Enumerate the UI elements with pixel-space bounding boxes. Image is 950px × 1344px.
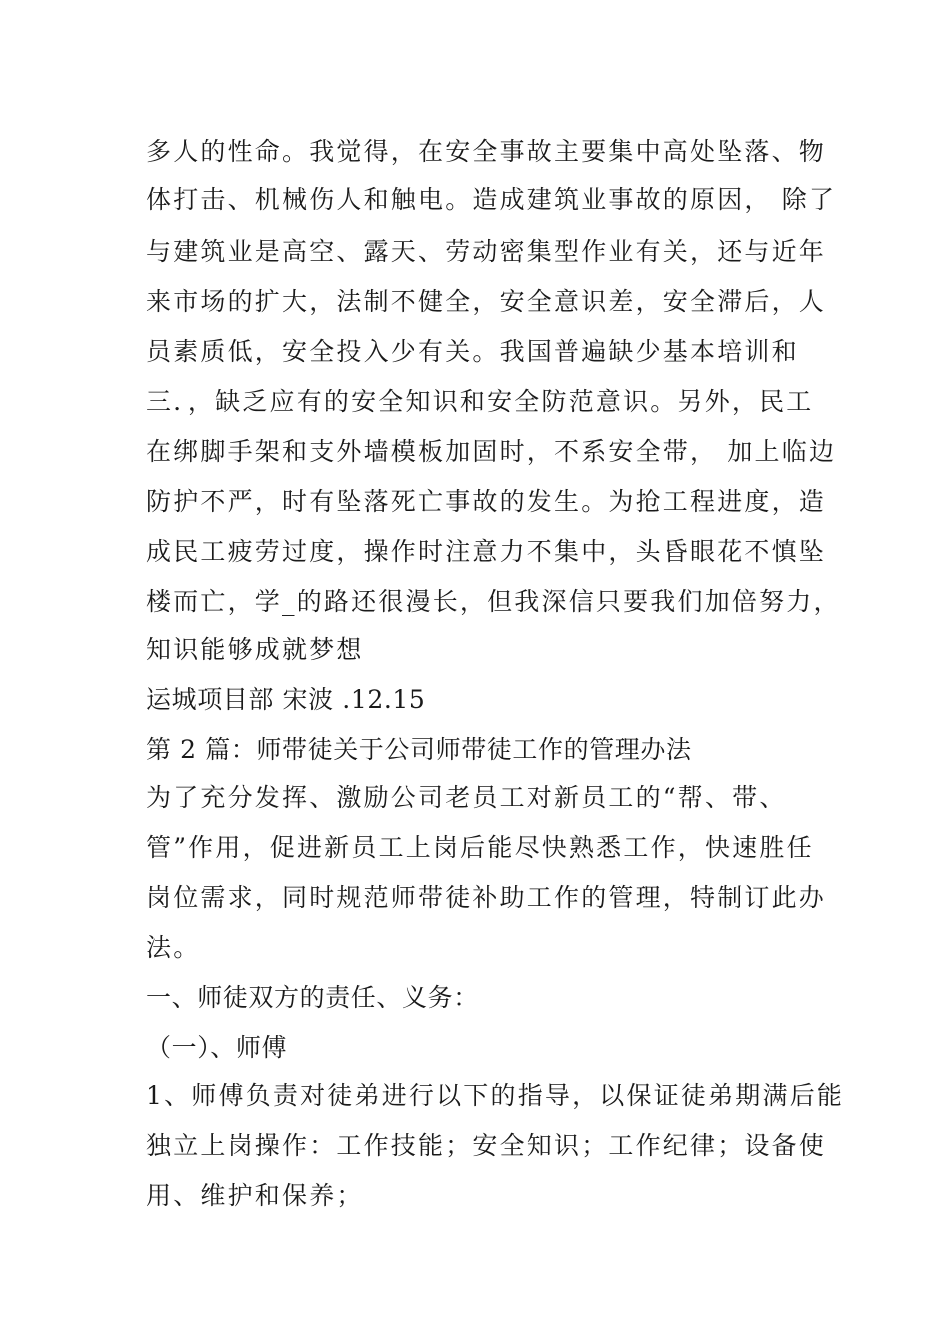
- text-line: 与建筑业是高空、露天、劳动密集型作业有关，还与近年: [146, 237, 827, 266]
- text-line: 楼而亡，学_的路还很漫长，但我深信只要我们加倍努力，: [146, 587, 841, 616]
- signature-line: 运城项目部 宋波 .12.15: [146, 685, 426, 714]
- text-line: 管”作用，促进新员工上岗后能尽快熟悉工作，快速胜任: [146, 833, 814, 862]
- text-line: 来市场的扩大，法制不健全，安全意识差，安全滞后，人: [146, 287, 827, 316]
- text-line: 体打击、机械伤人和触电。造成建筑业事故的原因， 除了: [146, 185, 837, 214]
- section-heading: 第 2 篇：师带徒关于公司师带徒工作的管理办法: [146, 735, 692, 764]
- text-line: 多人的性命。我觉得，在安全事故主要集中高处坠落、物: [146, 137, 827, 166]
- text-line: 1、师傅负责对徒弟进行以下的指导，以保证徒弟期满后能: [146, 1081, 845, 1110]
- text-line: 员素质低，安全投入少有关。我国普遍缺少基本培训和: [146, 337, 799, 366]
- text-line: 成民工疲劳过度，操作时注意力不集中，头昏眼花不慎坠: [146, 537, 827, 566]
- text-line: 防护不严，时有坠落死亡事故的发生。为抢工程进度，造: [146, 487, 827, 516]
- subheading: 一、师徒双方的责任、义务：: [146, 983, 479, 1012]
- text-line: 为了充分发挥、激励公司老员工对新员工的“帮、带、: [146, 783, 787, 812]
- text-line: 三．，缺乏应有的安全知识和安全防范意识。另外，民工: [146, 387, 814, 416]
- text-line: 用、维护和保养；: [146, 1181, 364, 1210]
- text-line: 知识能够成就梦想: [146, 635, 364, 664]
- text-line: 岗位需求，同时规范师带徒补助工作的管理，特制订此办: [146, 883, 827, 912]
- text-line: 在绑脚手架和支外墙模板加固时，不系安全带， 加上临边: [146, 437, 837, 466]
- subheading: （一）、师傅: [146, 1033, 288, 1062]
- text-line: 独立上岗操作：工作技能；安全知识；工作纪律；设备使: [146, 1131, 827, 1160]
- text-line: 法。: [146, 933, 201, 962]
